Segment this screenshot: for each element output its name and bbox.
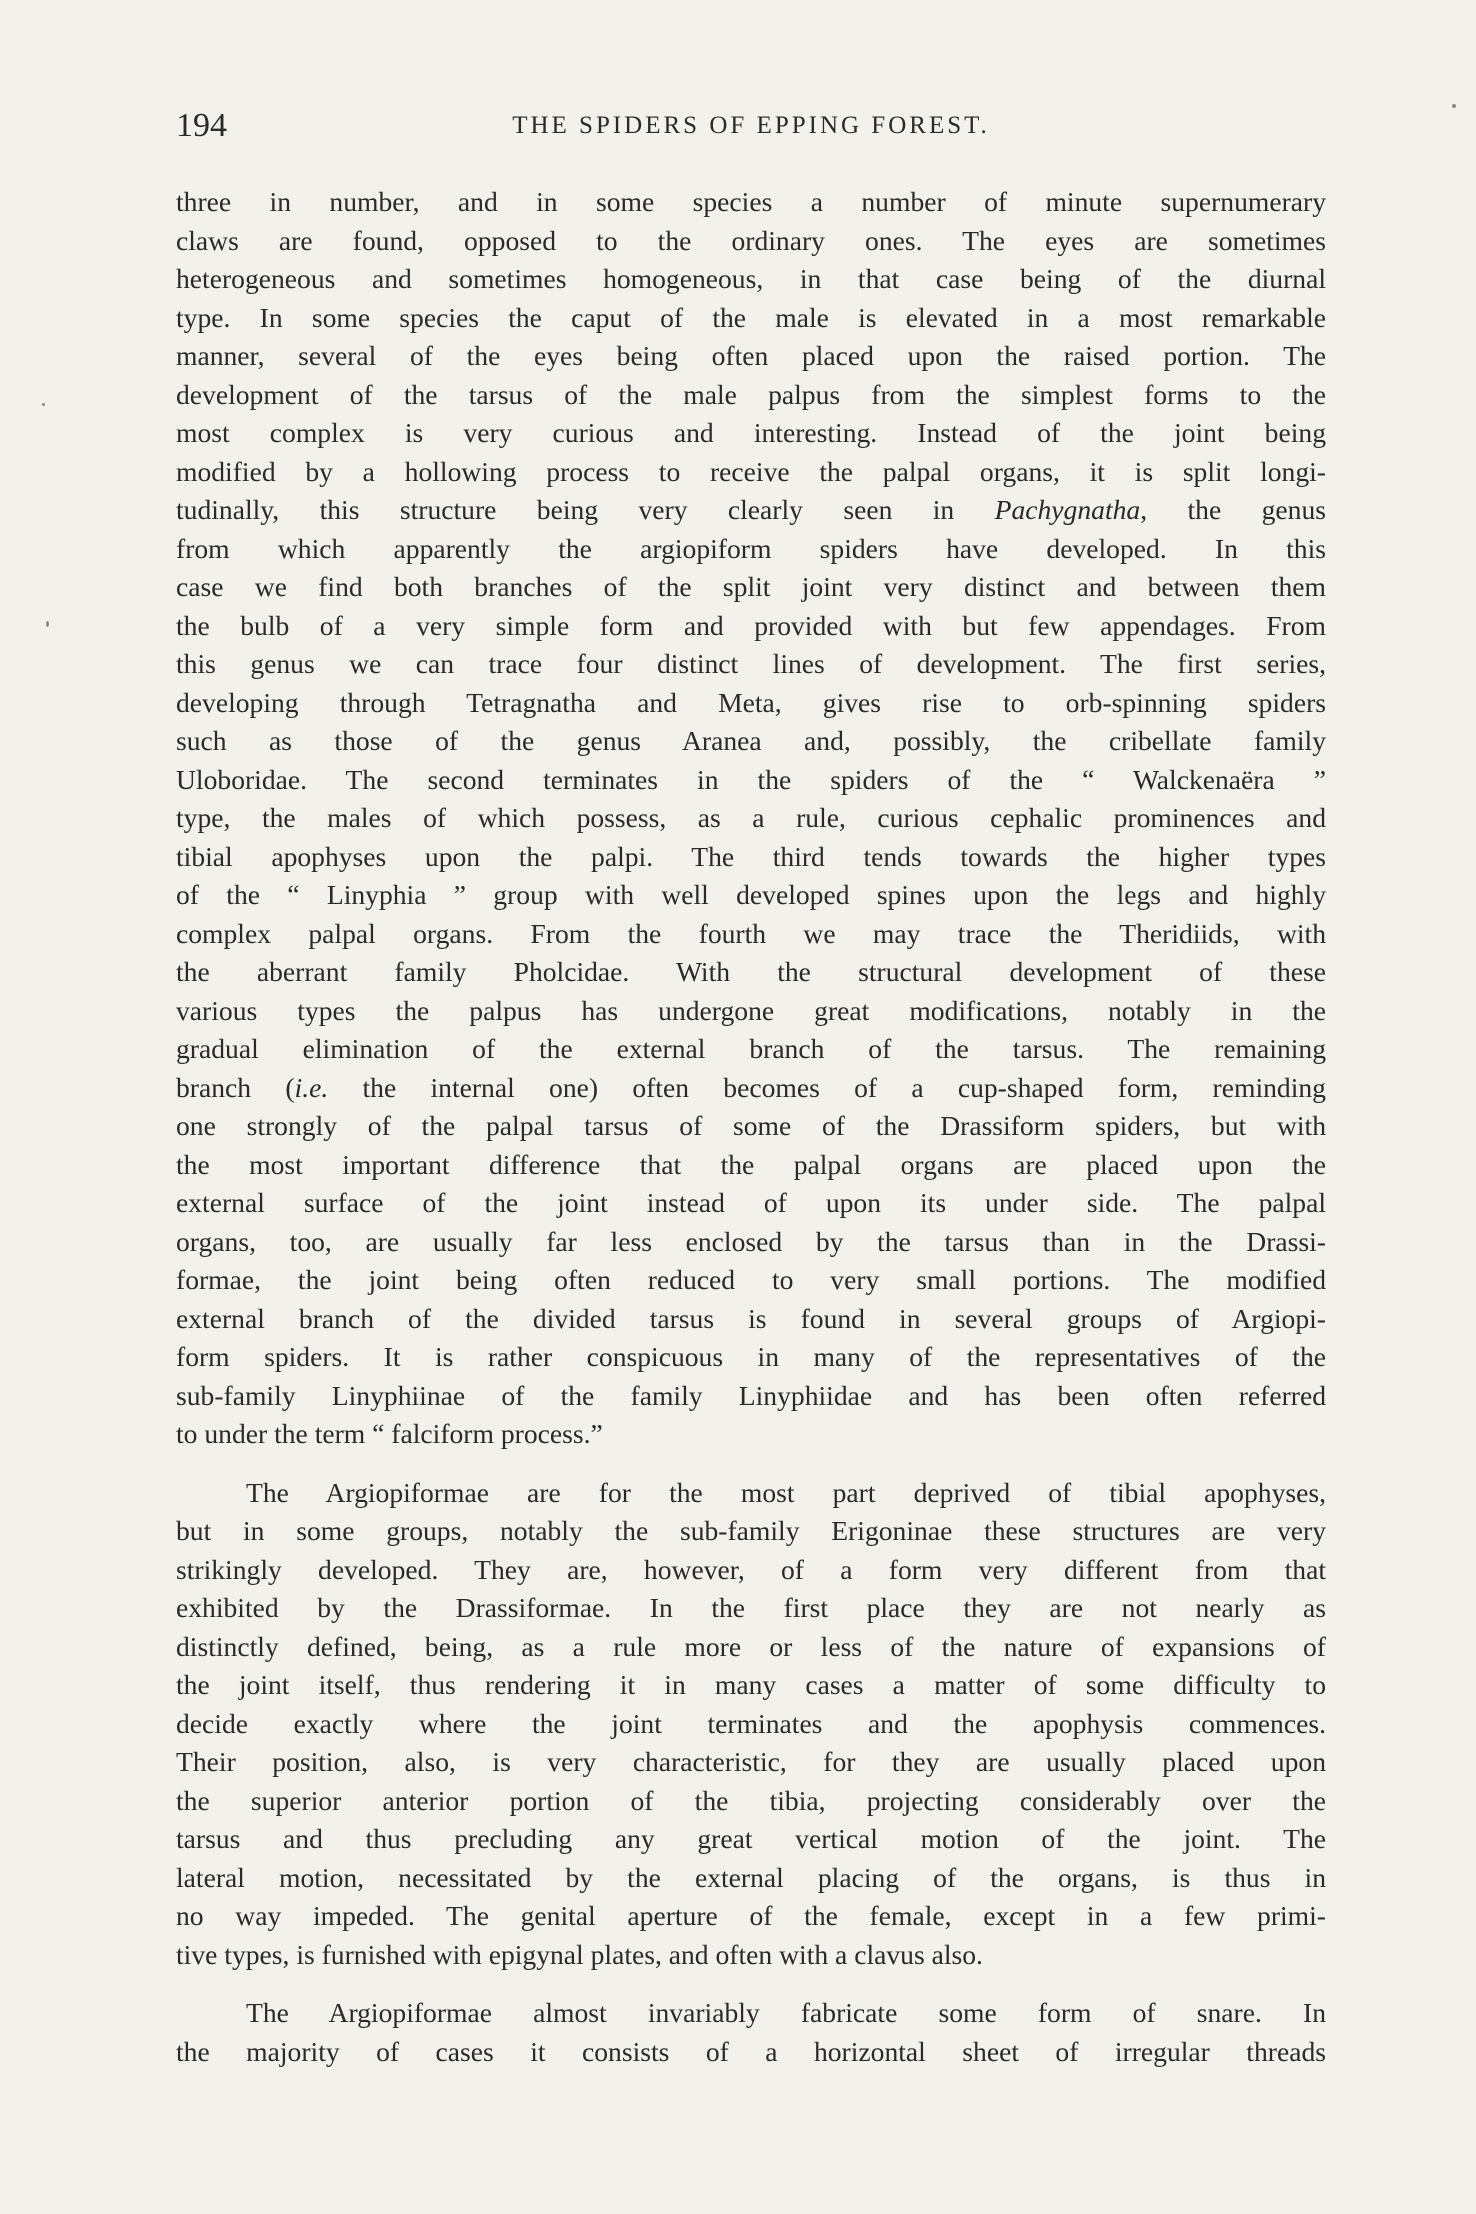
text-line: manner, several of the eyes being often placed upon the raised portion. The <box>176 340 1326 371</box>
text-line: of the “ Linyphia ” group with well developed spines upon the legs and highly <box>176 879 1326 910</box>
text-line: such as those of the genus Aranea and, possibly, the cribellate family <box>176 725 1326 756</box>
text-line: Uloboridae. The second terminates in the spiders of the “ Walckenaëra ” <box>176 763 1326 795</box>
paragraph-2 <box>176 1474 1326 1975</box>
paragraph-gap <box>176 1974 1326 1994</box>
text-fragment: tudinally, this structure being very clearly seen in <box>176 494 995 525</box>
text-line: complex palpal organs. From the fourth we may trace the Theridiids, with <box>176 917 1326 949</box>
paper-speck <box>42 403 45 406</box>
text-line: the majority of cases it consists of a horizontal sheet of irregular threads <box>176 2035 1326 2067</box>
text-line: heterogeneous and sometimes homogeneous, in that case being of the diurnal <box>176 263 1326 294</box>
text-line: The Argiopiformae almost invariably fabricate some form of snare. In <box>246 1997 1326 2028</box>
text-fragment: the internal one) often becomes of a cup-shaped form, reminding <box>328 1071 1326 1103</box>
text-line: most complex is very curious and interesting. Instead of the joint being <box>176 417 1326 448</box>
text-line: development of the tarsus of the male palpus from the simplest forms to the <box>176 378 1326 410</box>
text-line: various types the palpus has undergone great modifications, notably in the <box>176 994 1326 1026</box>
text-line: three in number, and in some species a number of minute supernumerary <box>176 186 1326 217</box>
running-head <box>176 106 1326 146</box>
italic-abbreviation: i.e. <box>294 1071 329 1103</box>
text-line: this genus we can trace four distinct lines of development. The first series, <box>176 648 1326 679</box>
text-line: tive types, is furnished with epigynal plates, and often with a clavus also. <box>176 1938 983 1970</box>
text-line: case we find both branches of the split joint very distinct and between them <box>176 571 1326 602</box>
text-line: one strongly of the palpal tarsus of some of the Drassiform spiders, but with <box>176 1110 1326 1141</box>
text-line: claws are found, opposed to the ordinary ones. The eyes are sometimes <box>176 224 1326 256</box>
text-line: exhibited by the Drassiformae. In the first place they are not nearly as <box>176 1592 1326 1623</box>
text-line-composite <box>176 491 1326 530</box>
text-line: from which apparently the argiopiform spiders have developed. In this <box>176 532 1326 564</box>
text-line: sub-family Linyphiinae of the family Linyphiidae and has been often referred <box>176 1379 1326 1411</box>
text-line: external branch of the divided tarsus is found in several groups of Argiopi- <box>176 1302 1326 1334</box>
text-line: the superior anterior portion of the tibia, projecting considerably over the <box>176 1784 1326 1816</box>
text-line: type. In some species the caput of the male is elevated in a most remarkable <box>176 301 1326 333</box>
paragraph-3 <box>176 1994 1326 2071</box>
text-line: form spiders. It is rather conspicuous in many of the representatives of the <box>176 1341 1326 1372</box>
text-line: type, the males of which possess, as a rule, curious cephalic prominences and <box>176 802 1326 833</box>
text-line: the joint itself, thus rendering it in many cases a matter of some difficulty to <box>176 1669 1326 1700</box>
italic-genus-name: Pachygnatha <box>994 494 1141 525</box>
paragraph-gap <box>176 1454 1326 1474</box>
text-line-composite <box>176 1069 1326 1108</box>
text-fragment: branch ( <box>176 1071 295 1103</box>
text-line: tibial apophyses upon the palpi. The third tends towards the higher types <box>176 840 1326 872</box>
paper-speck <box>1452 104 1456 108</box>
running-title: THE SPIDERS OF EPPING FOREST. <box>512 112 990 139</box>
text-line: the aberrant family Pholcidae. With the structural development of these <box>176 956 1326 987</box>
body-text <box>176 183 1326 2071</box>
text-line: but in some groups, notably the sub-family Erigoninae these structures are very <box>176 1515 1326 1546</box>
text-line: modified by a hollowing process to receive the palpal organs, it is split longi- <box>176 455 1326 487</box>
paragraph-1 <box>176 183 1326 1454</box>
text-line: tarsus and thus precluding any great vertical motion of the joint. The <box>176 1823 1326 1854</box>
text-line: strikingly developed. They are, however, of a form very different from that <box>176 1553 1326 1585</box>
text-line: the most important difference that the palpal organs are placed upon the <box>176 1148 1326 1180</box>
text-line: organs, too, are usually far less enclosed by the tarsus than in the Drassi- <box>176 1225 1326 1257</box>
text-line: Their position, also, is very characteristic, for they are usually placed upon <box>176 1746 1326 1777</box>
text-line: no way impeded. The genital aperture of the female, except in a few primi- <box>176 1900 1326 1931</box>
text-line: gradual elimination of the external branch of the tarsus. The remaining <box>176 1033 1326 1064</box>
page-number: 194 <box>176 107 227 144</box>
text-line: formae, the joint being often reduced to very small portions. The modified <box>176 1264 1326 1295</box>
text-line: The Argiopiformae are for the most part deprived of tibial apophyses, <box>246 1476 1326 1508</box>
paper-speck <box>46 621 49 627</box>
text-line: distinctly defined, being, as a rule more or less of the nature of expansions of <box>176 1630 1326 1662</box>
text-line: external surface of the joint instead of upon its under side. The palpal <box>176 1187 1326 1218</box>
text-line: lateral motion, necessitated by the external placing of the organs, is thus in <box>176 1861 1326 1893</box>
text-line: developing through Tetragnatha and Meta, gives rise to orb-spinning spiders <box>176 686 1326 718</box>
text-line: the bulb of a very simple form and provided with but few appendages. From <box>176 609 1326 641</box>
text-line: to under the term “ falciform process.” <box>176 1418 603 1449</box>
text-line: decide exactly where the joint terminates and the apophysis commences. <box>176 1707 1326 1739</box>
text-fragment: , the genus <box>1140 494 1326 525</box>
